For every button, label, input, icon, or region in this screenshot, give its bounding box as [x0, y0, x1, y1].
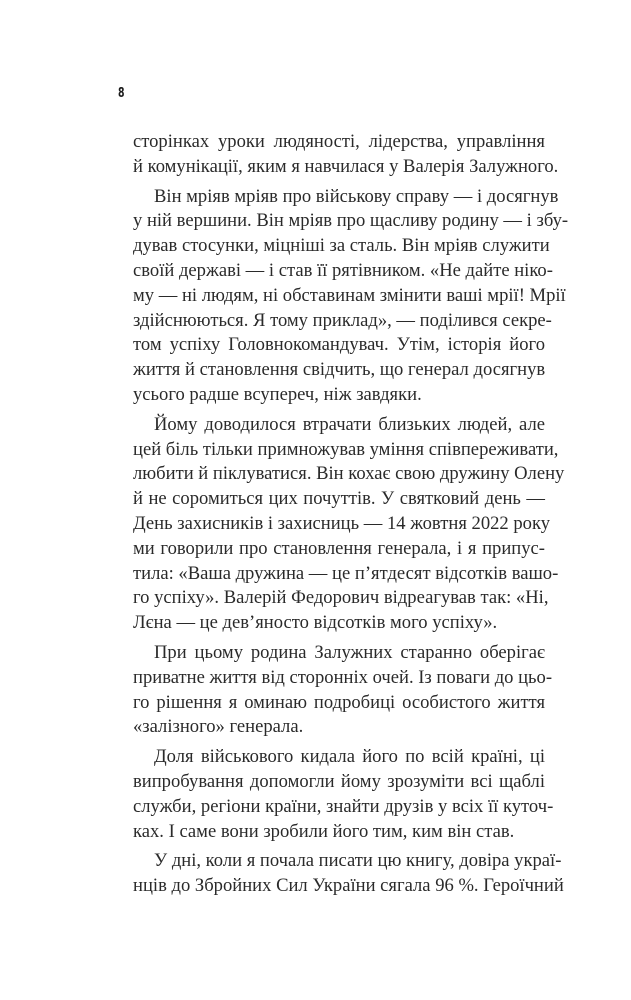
- text-line: у ній вершини. Він мріяв про щасливу родину — і збу-: [133, 210, 569, 232]
- text-line: ми говорили про становлення генерала, і я припус-: [133, 537, 545, 559]
- text-line: здійснюються. Я тому приклад», — поділився секре-: [133, 309, 552, 331]
- text-line: любити й піклуватися. Він кохає свою дружину Олену: [133, 463, 565, 485]
- paragraph: [133, 413, 565, 636]
- text-line: ках. І саме вони зробили його тим, ким він став.: [133, 820, 515, 842]
- text-line: Йому доводилося втрачати близьких людей, але: [154, 413, 545, 435]
- text-line: приватне життя від сторонніх очей. Із поваги до цьо-: [133, 666, 553, 688]
- text-line: нців до Збройних Сил України сягала 96 %. Героїчний: [133, 875, 564, 897]
- text-line: том успіху Головнокомандувач. Утім, історія його: [133, 334, 545, 356]
- text-line: го успіху». Валерій Федорович відреагував так: «Ні,: [133, 587, 549, 609]
- text-line: життя й становлення свідчить, що генерал досягнув: [133, 359, 546, 381]
- text-line: усього радше всупереч, ніж завдяки.: [133, 383, 422, 405]
- body-text: [133, 130, 569, 904]
- text-line: У дні, коли я почала писати цю книгу, довіра украї-: [154, 850, 562, 872]
- text-line: Лєна — це дев’яносто відсотків мого успіху».: [133, 612, 498, 634]
- text-line: дував стосунки, міцніші за сталь. Він мріяв служити: [133, 235, 550, 257]
- text-line: «залізного» генерала.: [133, 716, 304, 738]
- text-line: випробування допомогли йому зрозуміти всі щаблі: [133, 770, 545, 792]
- text-line: й комунікації, яким я навчилася у Валерія Залужного.: [133, 155, 559, 177]
- paragraph: [133, 745, 554, 844]
- text-line: своїй державі — і став її рятівником. «Не дайте ніко-: [133, 259, 553, 281]
- text-line: Він мріяв мріяв про військову справу — і досягнув: [154, 185, 559, 207]
- text-line: го рішення я оминаю подробиці особистого життя: [133, 691, 545, 713]
- text-line: цей біль тільки примножував уміння співпереживати,: [133, 438, 559, 460]
- text-line: й не соромиться цих почуттів. У святковий день —: [133, 488, 545, 510]
- paragraph: [133, 849, 564, 899]
- text-line: Доля військового кидала його по всій країні, ці: [154, 746, 545, 768]
- text-line: служби, регіони країни, знайти друзів у всіх її куточ-: [133, 795, 554, 817]
- paragraph: [133, 130, 559, 180]
- text-line: День захисників і захисниць — 14 жовтня 2022 року: [133, 512, 551, 534]
- paragraph: [133, 185, 569, 408]
- text-line: му — ні людям, ні обставинам змінити ваші мрії! Мрії: [133, 284, 566, 306]
- paragraph: [133, 641, 553, 740]
- text-line: сторінках уроки людяності, лідерства, управління: [133, 131, 545, 152]
- text-line: При цьому родина Залужних старанно оберігає: [154, 641, 545, 663]
- page-number: 8: [118, 86, 125, 101]
- text-line: тила: «Ваша дружина — це п’ятдесят відсотків вашо-: [133, 562, 559, 584]
